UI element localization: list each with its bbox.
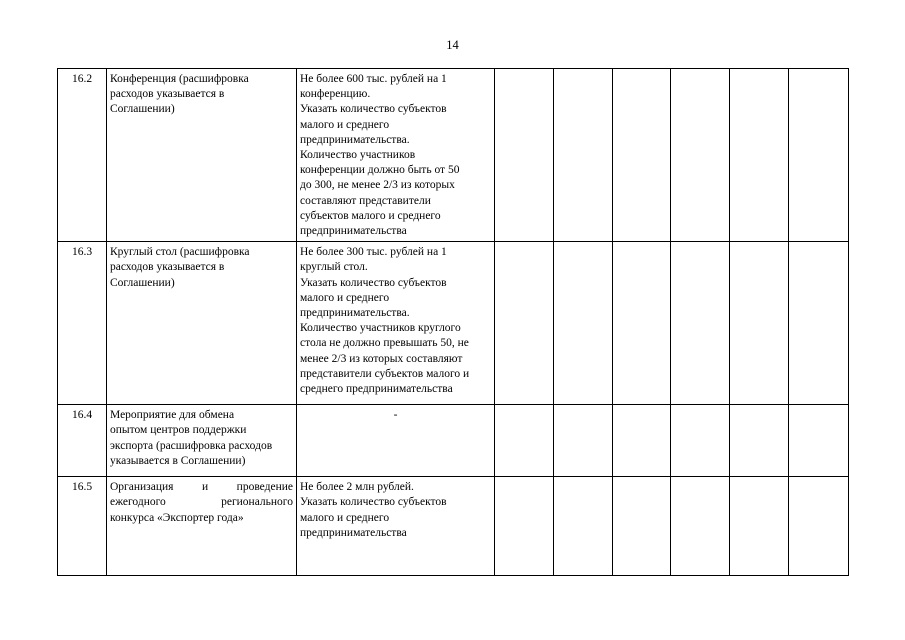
conditions-line: среднего предпринимательства [300, 383, 453, 396]
conditions-line: до 300, не менее 2/3 из которых [300, 179, 455, 192]
empty-cell [613, 405, 671, 477]
conditions-line: конференции должно быть от 50 [300, 164, 460, 177]
activity-name-line: Соглашении) [110, 276, 175, 289]
empty-cell [730, 69, 789, 242]
empty-cell [554, 477, 613, 576]
activity-name-line: указывается в Соглашении) [110, 454, 246, 467]
conditions-line: составляют представители [300, 194, 431, 207]
conditions-line: представители субъектов малого и [300, 367, 470, 380]
empty-cell [789, 405, 849, 477]
activity-name-line: конкурса «Экспортер года» [110, 511, 244, 524]
activity-name-line: Конференция (расшифровка [110, 73, 249, 85]
empty-cell [554, 242, 613, 405]
empty-cell [671, 405, 730, 477]
table-row [58, 69, 849, 242]
activity-name-line: расходов указывается в [110, 88, 225, 101]
activity-conditions [297, 69, 495, 242]
activity-name-line: опытом центров поддержки [110, 424, 247, 437]
conditions-line: малого и среднего [300, 291, 390, 304]
conditions-line: Не более 300 тыс. рублей на 1 [300, 246, 447, 259]
activity-name [107, 405, 297, 477]
empty-cell [730, 242, 789, 405]
empty-cell [730, 477, 789, 576]
activity-name-line: Соглашении) [110, 103, 175, 116]
empty-cell [730, 405, 789, 477]
activity-name-line: ежегодного регионального [110, 496, 293, 509]
conditions-line: Указать количество субъектов [300, 496, 447, 509]
conditions-line: Количество участников [300, 149, 416, 162]
row-number: 16.5 [58, 477, 107, 576]
conditions-line: менее 2/3 из которых составляют [300, 352, 463, 365]
conditions-line: малого и среднего [300, 118, 390, 131]
empty-cell [495, 477, 554, 576]
conditions-line: - [393, 409, 398, 422]
empty-cell [495, 405, 554, 477]
conditions-line: предпринимательства [300, 526, 407, 539]
activity-name [107, 477, 297, 576]
row-number: 16.3 [58, 242, 107, 405]
activities-table [57, 68, 849, 576]
empty-cell [554, 405, 613, 477]
table-row [58, 405, 849, 477]
activity-name-line: экспорта (расшифровка расходов [110, 439, 273, 452]
conditions-line: круглый стол. [300, 261, 368, 274]
conditions-line: Указать количество субъектов [300, 276, 447, 289]
empty-cell [789, 242, 849, 405]
conditions-line: предпринимательства. [300, 133, 410, 146]
empty-cell [671, 69, 730, 242]
conditions-line: Не более 600 тыс. рублей на 1 [300, 73, 447, 85]
page-number: 14 [446, 38, 459, 52]
table-row [58, 477, 849, 576]
row-number: 16.4 [58, 405, 107, 477]
empty-cell [554, 69, 613, 242]
empty-cell [495, 242, 554, 405]
conditions-line: Указать количество субъектов [300, 103, 447, 116]
activity-name-line: Круглый стол (расшифровка [110, 246, 250, 259]
activity-conditions [297, 477, 495, 576]
activity-name-line: расходов указывается в [110, 261, 225, 274]
conditions-line: стола не должно превышать 50, не [300, 337, 469, 350]
activity-conditions [297, 242, 495, 405]
empty-cell [789, 69, 849, 242]
conditions-line: предпринимательства. [300, 307, 410, 320]
conditions-line: малого и среднего [300, 511, 390, 524]
activity-name-line: Организация и проведение [110, 481, 293, 494]
activity-conditions [297, 405, 495, 477]
activity-name [107, 69, 297, 242]
conditions-line: Количество участников круглого [300, 322, 461, 335]
activity-name [107, 242, 297, 405]
empty-cell [613, 242, 671, 405]
conditions-line: предпринимательства [300, 225, 407, 238]
empty-cell [495, 69, 554, 242]
empty-cell [671, 242, 730, 405]
row-number: 16.2 [58, 69, 107, 242]
empty-cell [613, 477, 671, 576]
conditions-line: субъектов малого и среднего [300, 209, 441, 222]
activity-name-line: Мероприятие для обмена [110, 409, 235, 422]
conditions-line: конференцию. [300, 88, 371, 101]
empty-cell [789, 477, 849, 576]
table-row [58, 242, 849, 405]
empty-cell [671, 477, 730, 576]
empty-cell [613, 69, 671, 242]
conditions-line: Не более 2 млн рублей. [300, 481, 414, 494]
